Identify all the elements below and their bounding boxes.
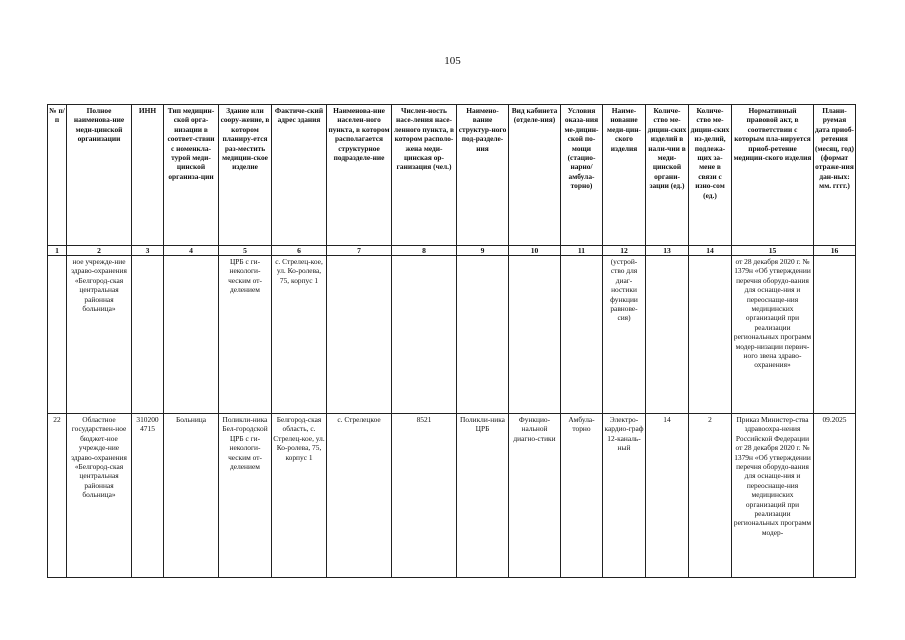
- cell-replace-count: [689, 256, 732, 414]
- header-cell-cabinet: Вид кабинета (отделе-ния): [509, 105, 561, 246]
- column-number: 14: [689, 246, 732, 256]
- table-row: [48, 414, 856, 578]
- column-number: 10: [509, 246, 561, 256]
- column-number: 11: [561, 246, 603, 256]
- cell-locality: с. Стрелецкое: [327, 414, 392, 578]
- header-cell-population: Числен-ность насе-ления насе-ленного пункта, в котором располо-жена меди-цинская ор-ганизация (чел.): [392, 105, 457, 246]
- cell-legal-act: от 28 декабря 2020 г. № 1379н «Об утверждении перечня оборудо-вания для оснаще-ния и переоснаще-ния медицинских организаций при реализации региональных программ модер-низации первич-ного звена здраво-охранения»: [732, 256, 814, 414]
- column-number: 4: [164, 246, 219, 256]
- cell-available-count: [646, 256, 689, 414]
- cell-care-conditions: Амбула-торно: [561, 414, 603, 578]
- column-number: 7: [327, 246, 392, 256]
- cell-inn: [132, 256, 164, 414]
- column-number: 5: [219, 246, 272, 256]
- column-number: 9: [457, 246, 509, 256]
- header-cell-device-name: Наиме-нование меди-цин-ского изделия: [603, 105, 646, 246]
- header-cell-org-type: Тип медицин-ской орга-низации в соответ-ствии с номенкла-турой меди-цинской организа-ции: [164, 105, 219, 246]
- column-number: 8: [392, 246, 457, 256]
- cell-building: Поликли-ника Бел-городской ЦРБ с ги-некологи-ческим от-делением: [219, 414, 272, 578]
- header-cell-legal-act: Нормативный правовой акт, в соответствии с которым пла-нируется приоб-ретение медицин-ского изделия: [732, 105, 814, 246]
- column-number: 1: [48, 246, 67, 256]
- column-number: 3: [132, 246, 164, 256]
- cell-org-name: ное учрежде-ние здраво-охранения «Белгород-ская центральная районная больница»: [67, 256, 132, 414]
- table-row: [48, 256, 856, 414]
- cell-device-name: Электро-кардио-граф 12-каналь-ный: [603, 414, 646, 578]
- cell-org-type: [164, 256, 219, 414]
- column-number: 15: [732, 246, 814, 256]
- header-cell-inn: ИНН: [132, 105, 164, 246]
- cell-address: с. Стрелец-кое, ул. Ко-ролева, 75, корпус 1: [272, 256, 327, 414]
- cell-locality: [327, 256, 392, 414]
- cell-replace-count: 2: [689, 414, 732, 578]
- column-number: 6: [272, 246, 327, 256]
- cell-cabinet: Функцио-нальной диагно-стики: [509, 414, 561, 578]
- cell-available-count: 14: [646, 414, 689, 578]
- cell-device-name: (устрой-ство для диаг-ностики функции равнове-сия): [603, 256, 646, 414]
- cell-subdivision: Поликли-ника ЦРБ: [457, 414, 509, 578]
- column-number: 2: [67, 246, 132, 256]
- cell-org-name: Областное государствен-ное бюджет-ное учрежде-ние здраво-охранения «Белгород-ская центральная районная больница»: [67, 414, 132, 578]
- cell-subdivision: [457, 256, 509, 414]
- cell-number: [48, 256, 67, 414]
- cell-org-type: Больница: [164, 414, 219, 578]
- header-cell-building: Здание или соору-жение, в котором планиру-ется раз-местить медицин-ское изделие: [219, 105, 272, 246]
- equipment-table: [47, 104, 856, 578]
- cell-care-conditions: [561, 256, 603, 414]
- cell-inn: 310200 4715: [132, 414, 164, 578]
- cell-cabinet: [509, 256, 561, 414]
- header-cell-available-count: Количе-ство ме-дицин-ских изделий в нали-чии в меди-цинской органи-зации (ед.): [646, 105, 689, 246]
- cell-purchase-date: [814, 256, 856, 414]
- page-number: 105: [444, 55, 461, 67]
- header-cell-locality: Наименова-ние населен-ного пункта, в котором располагается структурное подразделе-ние: [327, 105, 392, 246]
- cell-purchase-date: 09.2025: [814, 414, 856, 578]
- header-cell-care-conditions: Условия оказа-ния ме-дицин-ской по-мощи (стацио-нарно/ амбула-торно): [561, 105, 603, 246]
- cell-legal-act: Приказ Министер-ства здравоохра-нения Российской Федерации от 28 декабря 2020 г. № 1379н «Об утверждении перечня оборудо-вания для оснаще-ния и переоснаще-ния медицинских организаций при реализации региональных программ модер-: [732, 414, 814, 578]
- cell-address: Белгород-ская область, с. Стрелец-кое, ул. Ко-ролева, 75, корпус 1: [272, 414, 327, 578]
- column-number: 12: [603, 246, 646, 256]
- header-cell-subdivision: Наимено-вание структур-ного под-разделе-ния: [457, 105, 509, 246]
- column-number: 13: [646, 246, 689, 256]
- header-cell-replace-count: Количе-ство ме-дицин-ских из-делий, подлежа-щих за-мене в связи с изно-сом (ед.): [689, 105, 732, 246]
- header-cell-number: № п/п: [48, 105, 67, 246]
- header-cell-org-name: Полное наименова-ние меди-цинской организации: [67, 105, 132, 246]
- header-row: [48, 105, 856, 246]
- header-cell-purchase-date: Плани-руемая дата приоб-ретения (месяц, год) (формат отраже-ния дан-ных: мм. гггг.): [814, 105, 856, 246]
- header-cell-address: Фактиче-ский адрес здания: [272, 105, 327, 246]
- cell-number: 22: [48, 414, 67, 578]
- cell-building: ЦРБ с ги-некологи-ческим от-делением: [219, 256, 272, 414]
- column-number: 16: [814, 246, 856, 256]
- cell-population: 8521: [392, 414, 457, 578]
- cell-population: [392, 256, 457, 414]
- column-number-row: [48, 246, 856, 256]
